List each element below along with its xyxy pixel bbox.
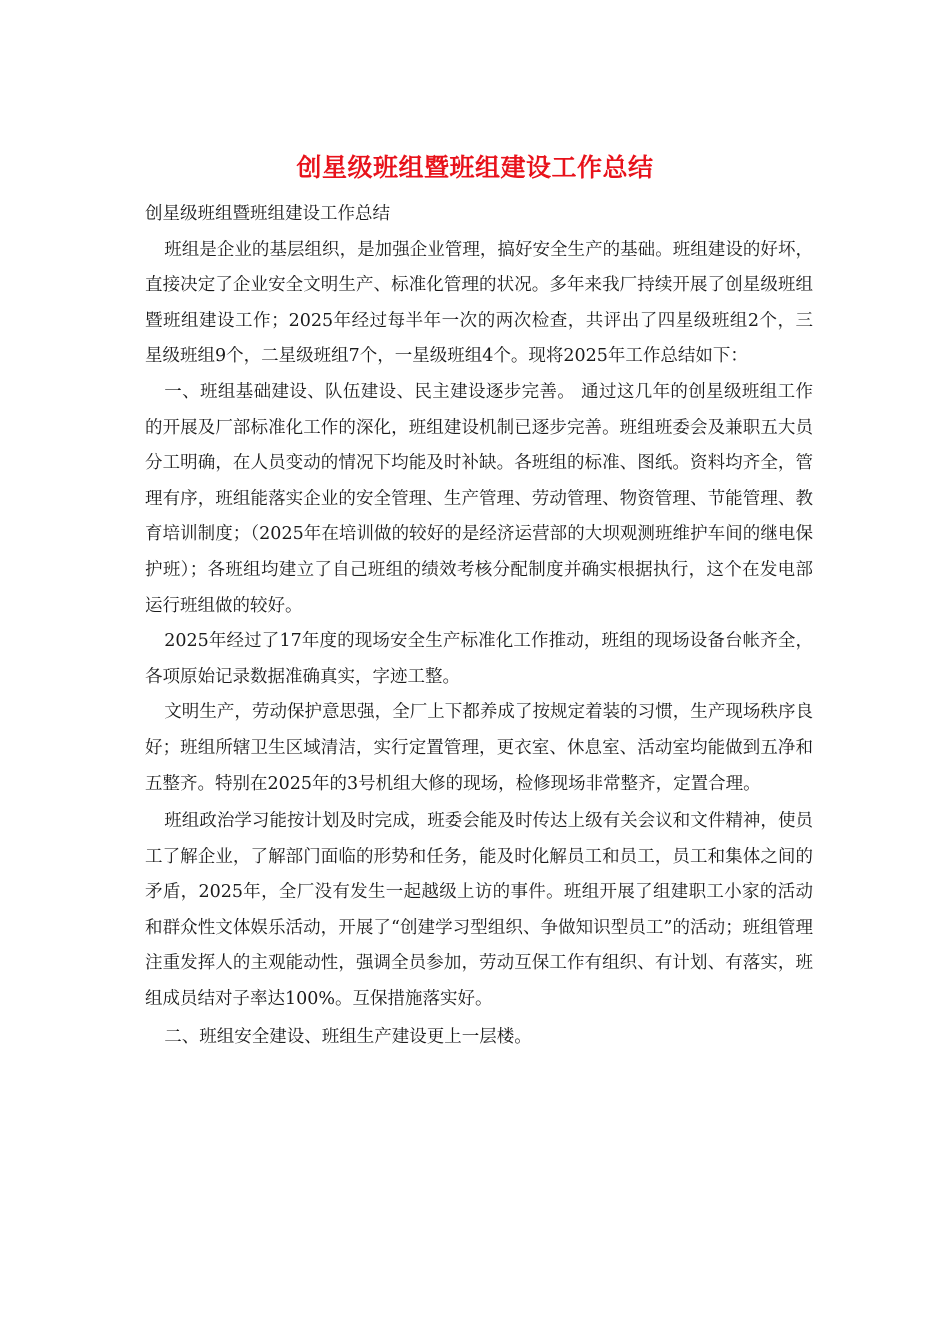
body-paragraph: 班组是企业的基层组织，是加强企业管理，搞好安全生产的基础。班组建设的好坏，直接决定了企业安全文明生产、标准化管理的状况。多年来我厂持续开展了创星级班组暨班组建设工作；2025年经过每半年一次的两次检查，共评出了四星级班组2个，三星级班组9个，二星级班组7个，一星级班组4个。现将2025年工作总结如下： xyxy=(145,239,813,367)
document-body xyxy=(145,197,813,1055)
body-paragraph: 2025年经过了17年度的现场安全生产标准化工作推动，班组的现场设备台帐齐全，各项原始记录数据准确真实，字迹工整。 xyxy=(145,631,813,687)
body-paragraph: 一、班组基础建设、队伍建设、民主建设逐步完善。 通过这几年的创星级班组工作的开展及厂部标准化工作的深化，班组建设机制已逐步完善。班组班委会及兼职五大员分工明确，在人员变动的情况下均能及时补缺。各班组的标准、图纸。资料均齐全，管理有序，班组能落实企业的安全管理、生产管理、劳动管理、物资管理、节能管理、教育培训制度；（2025年在培训做的较好的是经济运营部的大坝观测班维护车间的继电保护班）；各班组均建立了自己班组的绩效考核分配制度并确实根据执行，这个在发电部运行班组做的较好。 xyxy=(145,381,813,616)
body-paragraph: 班组政治学习能按计划及时完成，班委会能及时传达上级有关会议和文件精神，使员工了解企业，了解部门面临的形势和任务，能及时化解员工和员工，员工和集体之间的矛盾，2025年，全厂没有发生一起越级上访的事件。班组开展了组建职工小家的活动和群众性文体娱乐活动，开展了“创建学习型组织、争做知识型员工”的活动；班组管理注重发挥人的主观能动性，强调全员参加，劳动互保工作有组织、有计划、有落实，班组成员结对子率达100%。互保措施落实好。 xyxy=(145,811,813,1010)
subtitle-paragraph: 创星级班组暨班组建设工作总结 xyxy=(145,204,390,224)
section-heading: 二、班组安全建设、班组生产建设更上一层楼。 xyxy=(164,1026,532,1047)
document-title: 创星级班组暨班组建设工作总结 xyxy=(296,153,654,182)
body-paragraph: 文明生产，劳动保护意思强，全厂上下都养成了按规定着装的习惯，生产现场秩序良好；班组所辖卫生区域清洁，实行定置管理，更衣室、休息室、活动室均能做到五净和五整齐。特别在2025年的3号机组大修的现场，检修现场非常整齐，定置合理。 xyxy=(145,702,813,794)
